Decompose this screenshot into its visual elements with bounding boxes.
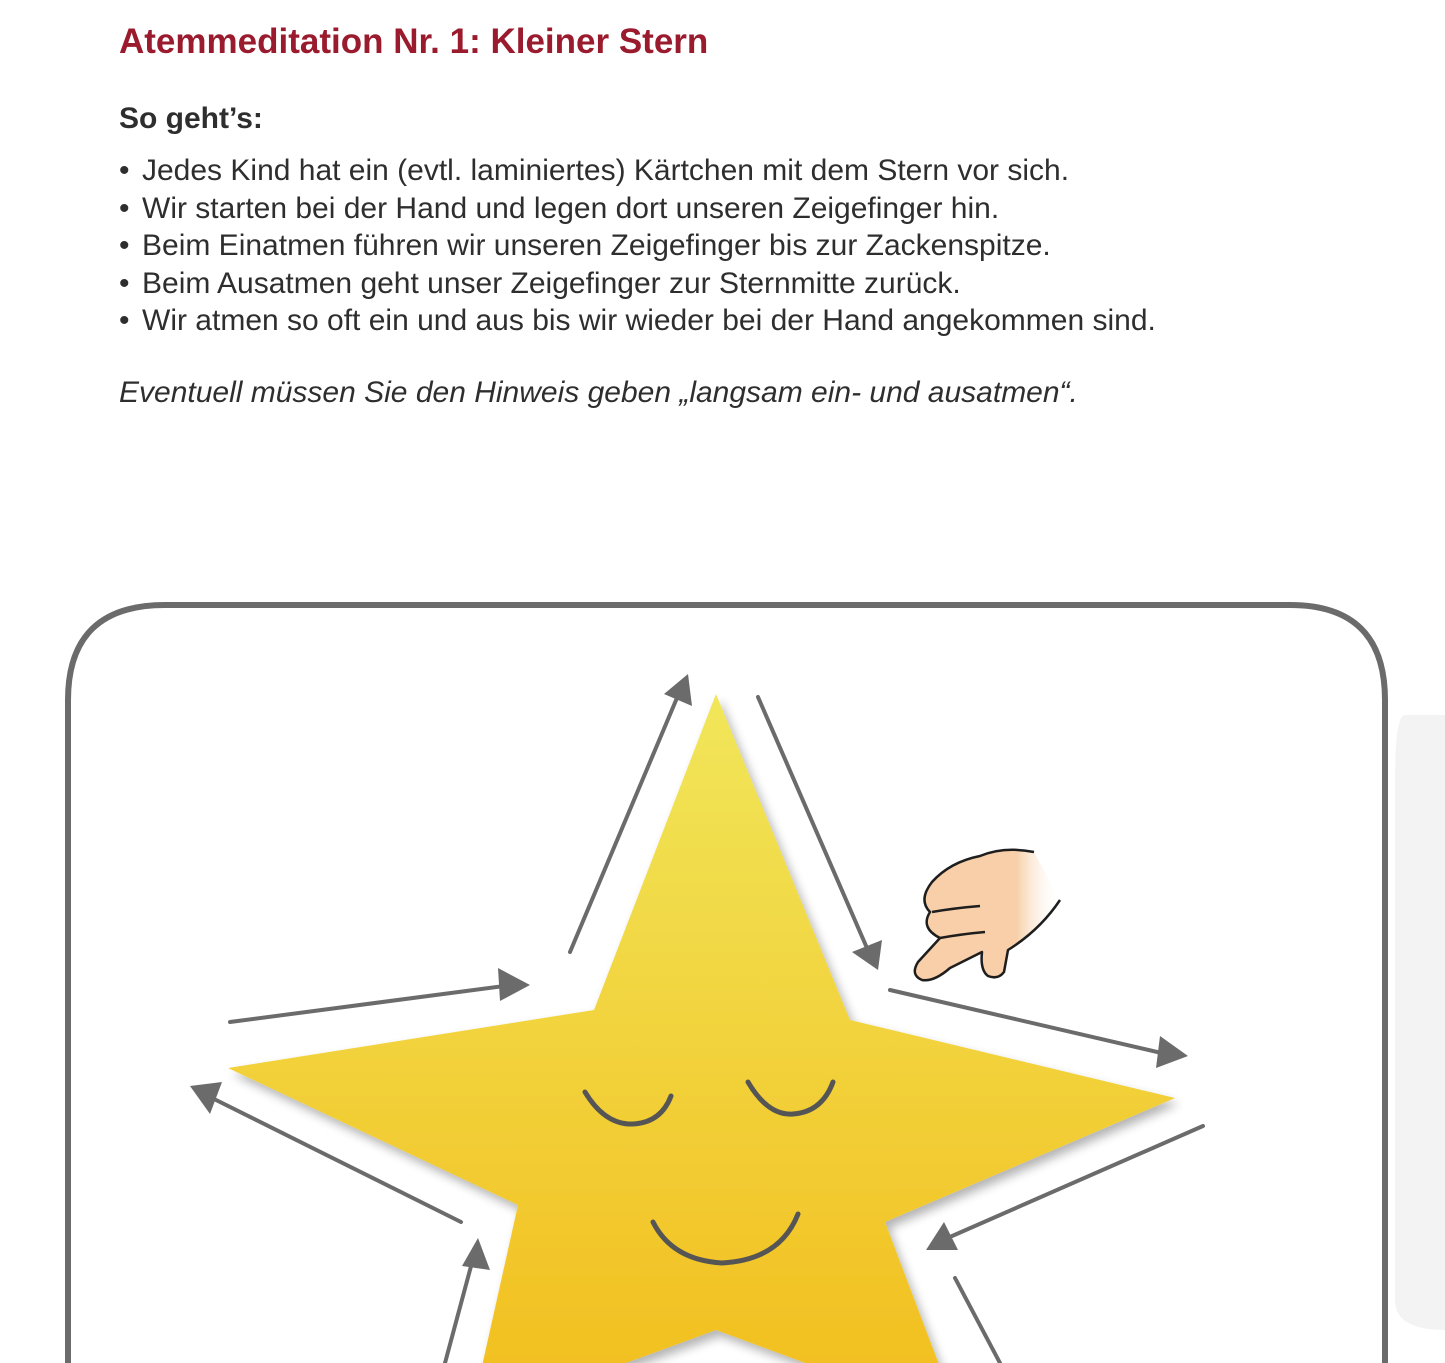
list-item [119, 265, 1156, 303]
bullet: • [119, 154, 130, 187]
arrow-head-icon [664, 674, 692, 706]
list-item [119, 227, 1156, 265]
bullet: • [119, 191, 130, 225]
bullet: • [119, 304, 130, 337]
arrow-icon [230, 985, 512, 1022]
star-icon [228, 694, 1175, 1363]
arrow-head-icon [1156, 1036, 1188, 1068]
instructions-heading: So geht’s: [119, 102, 263, 135]
step-text: Jedes Kind hat ein (evtl. laminiertes) Kärtchen mit dem Stern vor sich. [142, 154, 1070, 187]
arrow-icon [445, 1255, 474, 1363]
instruction-list [119, 152, 1156, 340]
hint-text: Eventuell müssen Sie den Hinweis geben „langsam ein- und ausatmen“. [119, 376, 1078, 409]
arrow-head-icon [190, 1082, 222, 1114]
step-text: Beim Einatmen führen wir unseren Zeigefinger bis zur Zackenspitze. [142, 229, 1051, 262]
list-item [119, 302, 1156, 340]
page-title: Atemmeditation Nr. 1: Kleiner Stern [119, 22, 709, 61]
step-text: Wir atmen so oft ein und aus bis wir wieder bei der Hand angekommen sind. [142, 304, 1156, 337]
pointing-hand-icon [915, 850, 1060, 981]
list-item [119, 190, 1156, 228]
bullet: • [119, 266, 130, 300]
bullet: • [119, 229, 130, 262]
step-text: Wir starten bei der Hand und legen dort unseren Zeigefinger hin. [142, 191, 1000, 225]
arrow-head-icon [462, 1238, 490, 1270]
watermark-shape [1395, 715, 1445, 1330]
arrow-head-icon [498, 968, 530, 1001]
list-item [119, 152, 1156, 190]
step-text: Beim Ausatmen geht unser Zeigefinger zur Sternmitte zurück. [142, 266, 961, 300]
arrow-icon [955, 1278, 1000, 1363]
